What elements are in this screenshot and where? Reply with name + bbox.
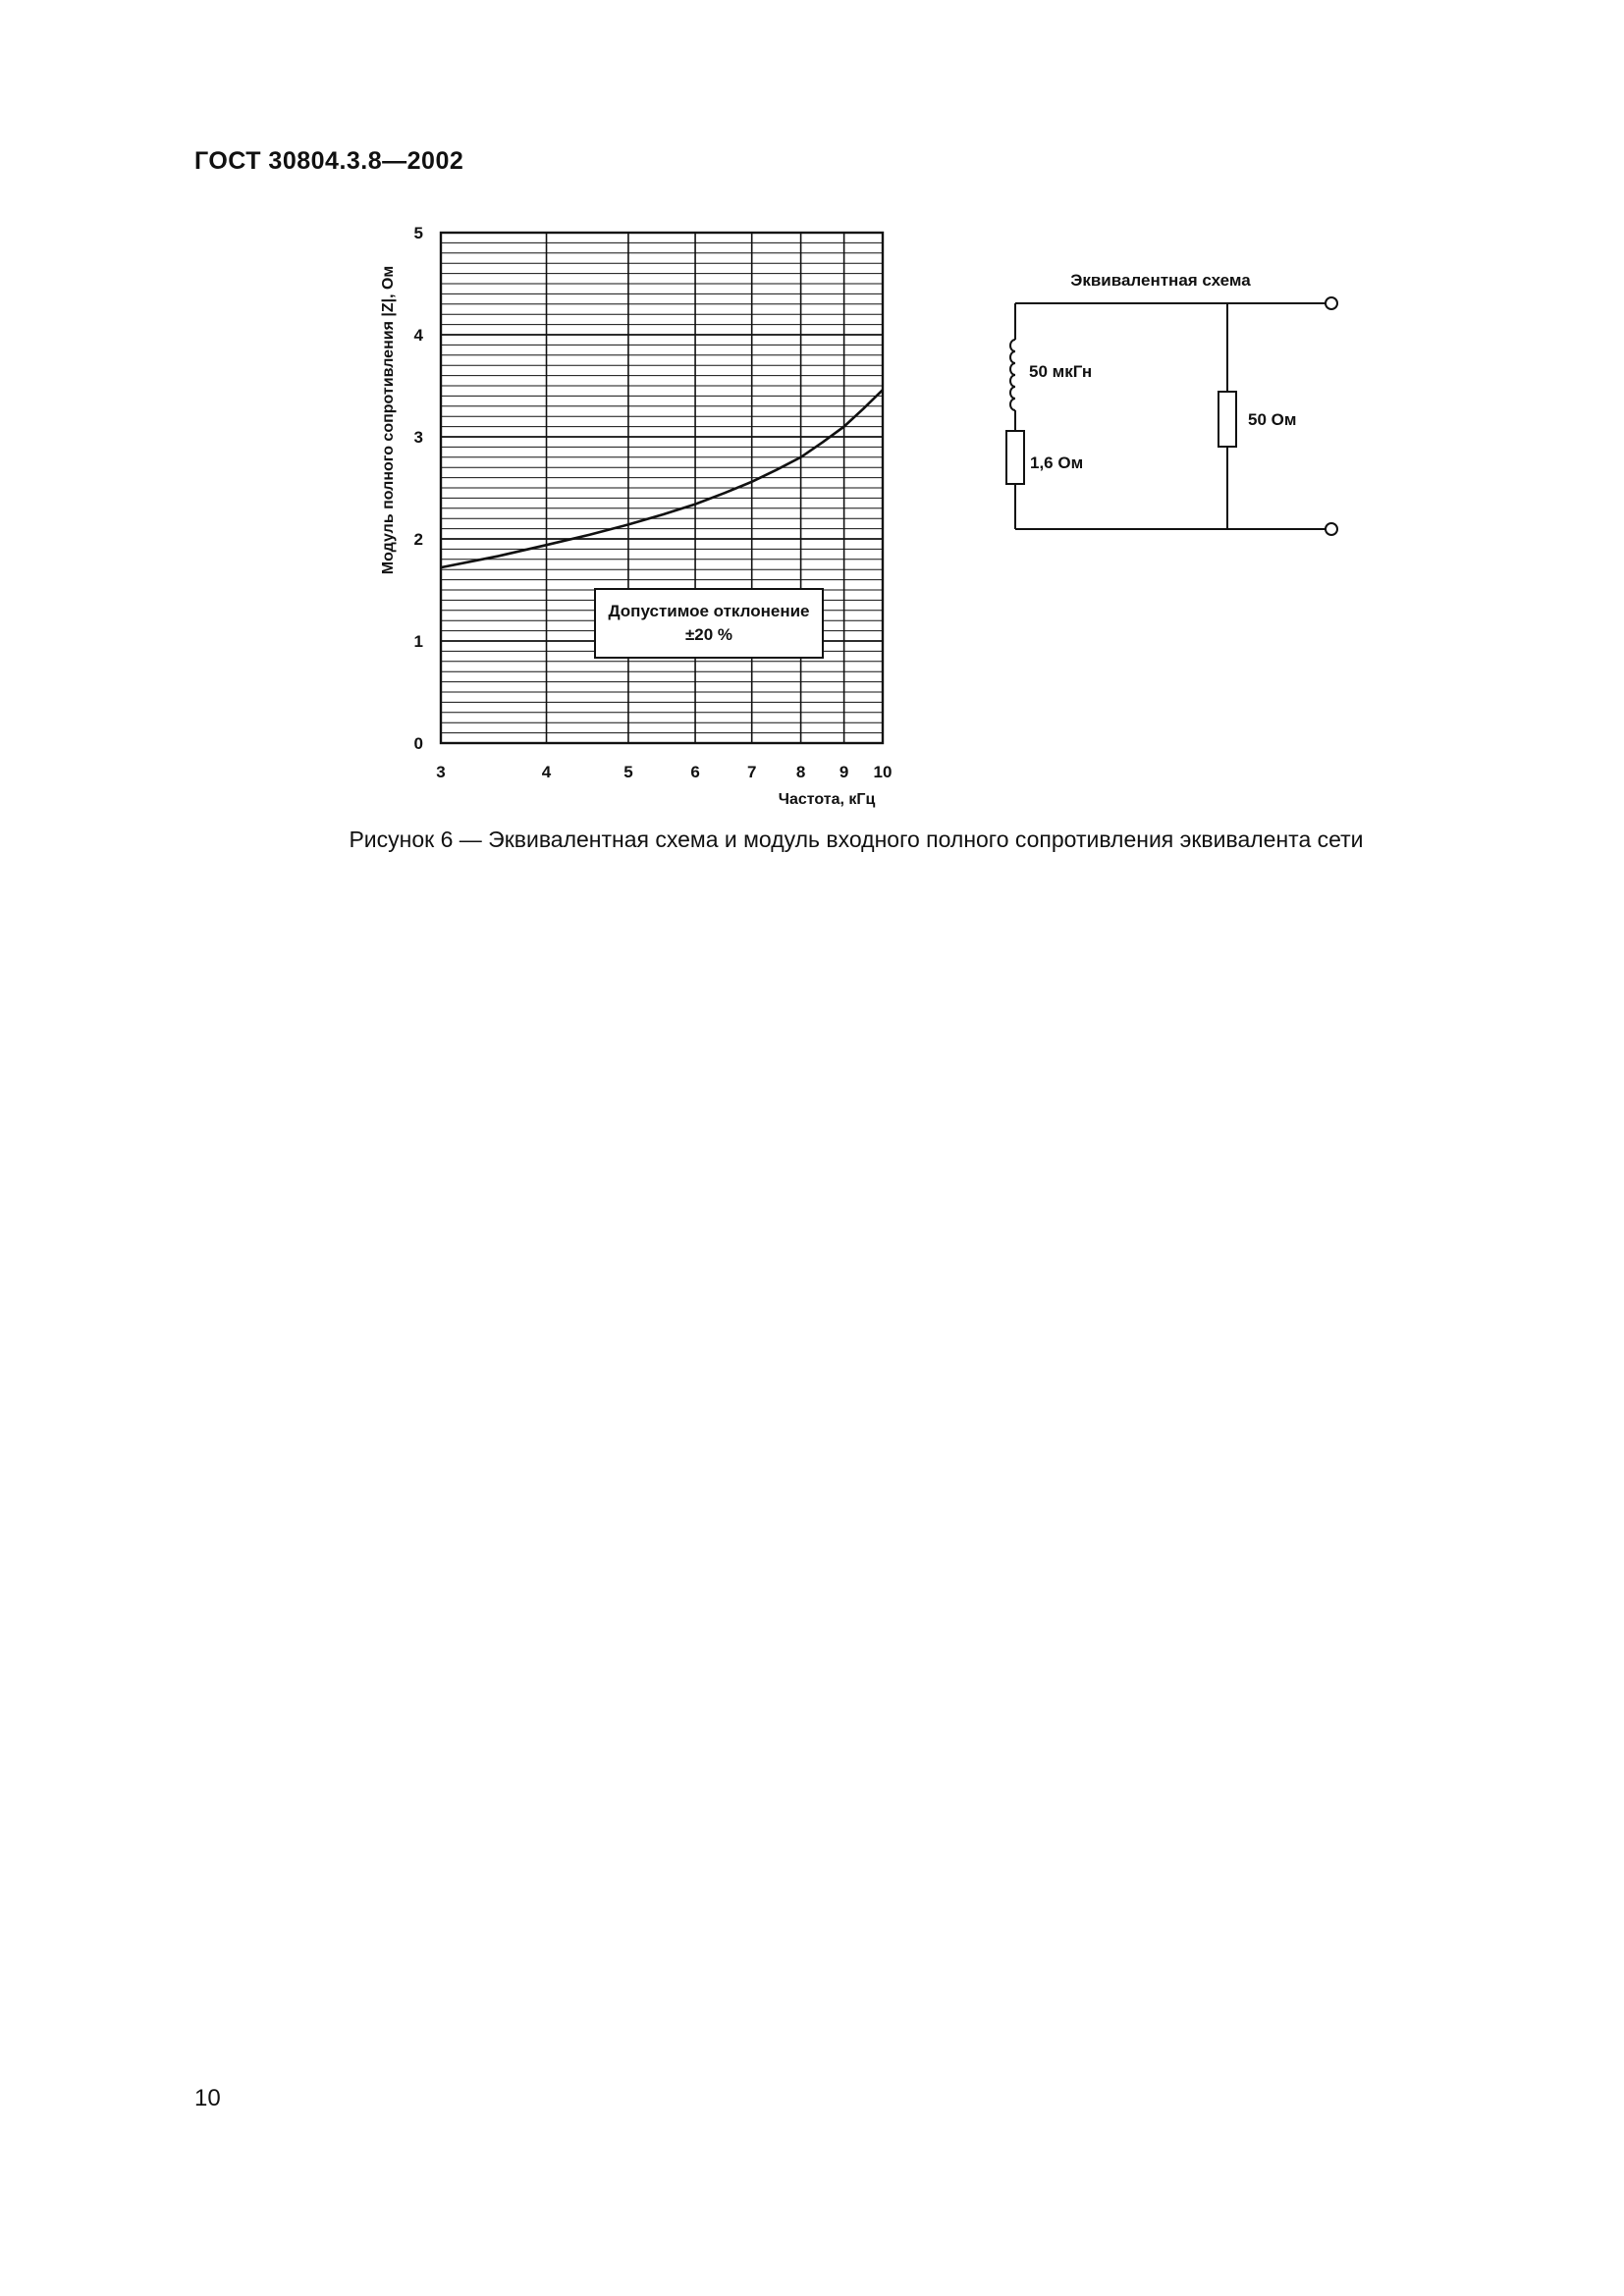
shunt-resistor-symbol [1218,392,1236,447]
x-tick-label: 9 [839,763,849,781]
tolerance-label-line1: Допустимое отклонение [608,602,810,620]
y-tick-label: 3 [413,428,423,447]
y-tick-label: 0 [413,734,423,753]
y-tick-labels [414,224,424,753]
x-tick-label: 6 [690,763,700,781]
inductor-label: 50 мкГн [1029,362,1093,381]
figure-6 [0,0,1624,883]
page-number: 10 [194,2085,221,2111]
y-axis-label: Модуль полного сопротивления |Z|, Ом [380,265,397,575]
circuit-title: Эквивалентная схема [1070,271,1251,290]
series-resistor-symbol [1006,431,1024,484]
figure-caption: Рисунок 6 — Эквивалентная схема и модуль входного полного сопротивления эквивалента сети [349,827,1364,852]
inductor-symbol [1010,340,1015,410]
y-tick-label: 1 [413,632,423,651]
tolerance-label-line2: ±20 % [684,625,733,644]
terminal-bottom [1326,523,1337,535]
x-tick-label: 10 [873,763,893,781]
x-tick-label: 5 [623,763,633,781]
y-tick-label: 2 [413,530,423,549]
series-resistor-label: 1,6 Ом [1030,454,1084,472]
x-tick-label: 4 [541,763,552,781]
tolerance-box [595,589,823,658]
x-tick-label: 3 [436,763,446,781]
x-axis-label: Частота, кГц [778,791,876,808]
impedance-chart [380,224,892,808]
x-tick-label: 7 [746,763,757,781]
x-tick-label: 8 [795,763,806,781]
y-tick-label: 4 [413,326,423,345]
document-header: ГОСТ 30804.3.8—2002 [194,147,464,175]
shunt-resistor-label: 50 Ом [1248,410,1297,429]
x-tick-labels [436,763,892,781]
y-tick-label: 5 [413,224,423,242]
equivalent-circuit [1006,271,1337,535]
terminal-top [1326,297,1337,309]
chart-grid [441,233,883,743]
